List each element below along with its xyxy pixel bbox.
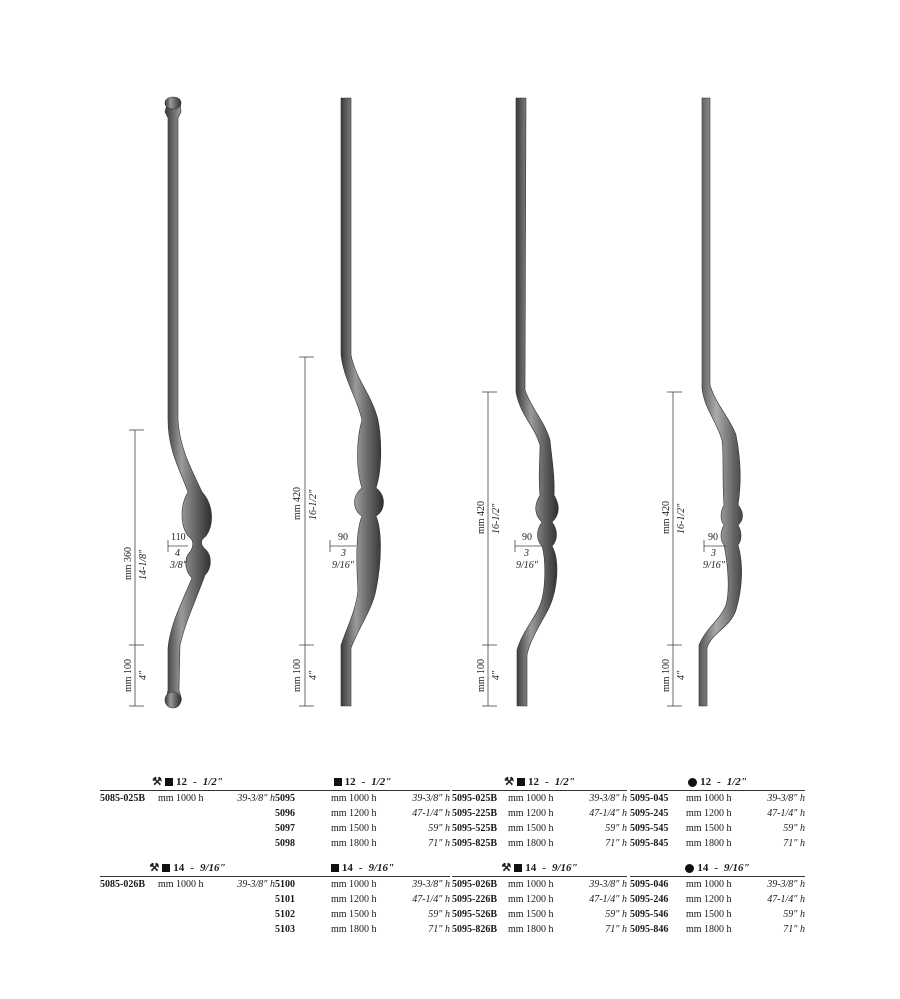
fig4-dim-top-mm: mm 420 <box>661 500 672 534</box>
product-code: 5085-025B <box>100 793 145 804</box>
product-code: 5102 <box>275 909 295 920</box>
height-mm: mm 1800 h <box>508 924 554 935</box>
section-size-mm: 14 <box>341 862 353 874</box>
fig2-dim-top-mm: mm 420 <box>292 486 303 520</box>
fig4-width-mm: 90 <box>708 532 718 543</box>
product-code: 5095-046 <box>630 879 669 890</box>
fig2-dim-bottom-inch: 4" <box>308 670 319 680</box>
catalog-row <box>452 907 627 922</box>
catalog-row <box>100 791 275 806</box>
height-mm: mm 1000 h <box>331 879 377 890</box>
catalog-group-header <box>630 774 805 791</box>
fig1-width-mm: 110 <box>171 532 186 543</box>
hammered-finish-icon: ⚒ <box>152 776 163 788</box>
section-size-mm: 14 <box>525 862 537 874</box>
product-code: 5095-846 <box>630 924 669 935</box>
product-code: 5095-526B <box>452 909 497 920</box>
catalog-column-3 <box>452 774 627 935</box>
product-code: 5095-045 <box>630 793 669 804</box>
catalog-column-4 <box>630 774 805 935</box>
catalog-group-header <box>452 860 627 877</box>
size-separator: - <box>193 776 197 788</box>
catalog-group-header <box>100 860 275 877</box>
product-code: 5095 <box>275 793 295 804</box>
square-section-icon <box>162 864 170 872</box>
height-inch: 47-1/4" h <box>767 808 805 819</box>
catalog-row <box>630 821 805 836</box>
section-size-inch: 9/16" <box>724 862 750 874</box>
height-mm: mm 1200 h <box>508 808 554 819</box>
catalog-group <box>275 860 450 937</box>
fig1-dim-bottom-inch: 4" <box>138 670 149 680</box>
height-mm: mm 1500 h <box>508 823 554 834</box>
fig4-width-in-a: 3 <box>711 548 716 559</box>
product-code: 5098 <box>275 838 295 849</box>
catalog-row <box>275 892 450 907</box>
section-size-inch: 1/2" <box>371 776 392 788</box>
product-code: 5095-245 <box>630 808 669 819</box>
hammered-finish-icon: ⚒ <box>149 862 160 874</box>
fig3-dim-bottom-inch: 4" <box>491 670 502 680</box>
height-mm: mm 1000 h <box>686 879 732 890</box>
height-mm: mm 1800 h <box>331 924 377 935</box>
product-code: 5095-246 <box>630 894 669 905</box>
height-inch: 47-1/4" h <box>412 894 450 905</box>
fig4-dim-bottom-mm: mm 100 <box>661 658 672 692</box>
section-size-inch: 9/16" <box>368 862 395 874</box>
fig1-width-in-a: 4 <box>175 548 180 559</box>
catalog-row <box>630 806 805 821</box>
size-separator: - <box>358 862 363 874</box>
fig3-width-mm: 90 <box>522 532 532 543</box>
square-section-icon <box>334 778 342 786</box>
height-inch: 39-3/8" h <box>237 793 275 804</box>
catalog-group-header <box>630 860 805 877</box>
section-size-inch: 1/2" <box>726 776 747 788</box>
catalog-row <box>452 877 627 892</box>
section-size-mm: 12 <box>176 776 188 788</box>
square-section-icon <box>517 778 525 786</box>
height-mm: mm 1200 h <box>331 808 377 819</box>
height-mm: mm 1500 h <box>331 823 377 834</box>
catalog-group-header <box>275 860 450 877</box>
product-code: 5103 <box>275 924 295 935</box>
height-mm: mm 1800 h <box>686 924 732 935</box>
size-separator: - <box>717 776 721 788</box>
catalog-row <box>275 877 450 892</box>
section-size-inch: 9/16" <box>551 862 578 874</box>
height-mm: mm 1000 h <box>331 793 377 804</box>
square-section-icon <box>165 778 173 786</box>
catalog-group <box>452 774 627 851</box>
height-mm: mm 1500 h <box>331 909 377 920</box>
catalog-column-1 <box>100 774 275 890</box>
catalog-row <box>452 806 627 821</box>
baluster-2-body <box>341 98 384 706</box>
catalog-row <box>100 877 275 892</box>
fig3-dim-top-mm: mm 420 <box>476 500 487 534</box>
height-inch: 47-1/4" h <box>767 894 805 905</box>
height-mm: mm 1000 h <box>158 793 204 804</box>
catalog-group <box>630 774 805 851</box>
height-inch: 39-3/8" h <box>237 879 275 890</box>
height-inch: 59" h <box>783 823 805 834</box>
fig4-width-in-b: 9/16" <box>703 560 725 571</box>
height-mm: mm 1200 h <box>686 808 732 819</box>
product-code: 5095-545 <box>630 823 669 834</box>
catalog-row <box>275 806 450 821</box>
height-inch: 39-3/8" h <box>412 879 450 890</box>
section-size-inch: 9/16" <box>199 862 226 874</box>
hammered-finish-icon: ⚒ <box>501 862 512 874</box>
fig4-dim-top-inch: 16-1/2" <box>676 503 687 534</box>
height-mm: mm 1500 h <box>686 823 732 834</box>
size-separator: - <box>542 862 546 874</box>
baluster-3-body <box>516 98 558 706</box>
product-code: 5095-026B <box>452 879 497 890</box>
round-section-icon <box>688 778 697 787</box>
height-inch: 71" h <box>783 924 805 935</box>
height-inch: 59" h <box>605 909 627 920</box>
product-code: 5096 <box>275 808 295 819</box>
fig4-dim-bottom-inch: 4" <box>676 670 687 680</box>
catalog-group <box>630 860 805 937</box>
square-section-icon <box>331 864 339 872</box>
catalog-group-header <box>100 774 275 791</box>
catalog-row <box>630 907 805 922</box>
catalog-row <box>452 791 627 806</box>
catalog-row <box>452 821 627 836</box>
fig1-width-in-b: 3/8" <box>170 560 187 571</box>
height-mm: mm 1200 h <box>508 894 554 905</box>
height-inch: 39-3/8" h <box>589 879 627 890</box>
height-inch: 71" h <box>605 924 627 935</box>
catalog-row <box>452 892 627 907</box>
catalog-row <box>275 821 450 836</box>
product-code: 5095-546 <box>630 909 669 920</box>
height-inch: 39-3/8" h <box>767 879 805 890</box>
size-separator: - <box>190 862 194 874</box>
catalog-row <box>452 836 627 851</box>
height-mm: mm 1500 h <box>686 909 732 920</box>
fig3-width-in-b: 9/16" <box>516 560 538 571</box>
baluster-figure-2 <box>292 98 384 706</box>
product-code: 5095-226B <box>452 894 497 905</box>
fig1-dim-top-mm: mm 360 <box>123 546 134 580</box>
height-mm: mm 1800 h <box>686 838 732 849</box>
height-inch: 39-3/8" h <box>412 793 450 804</box>
size-separator: - <box>714 862 718 874</box>
section-size-inch: 1/2" <box>202 776 223 788</box>
catalog-group <box>452 860 627 937</box>
catalog-row <box>630 877 805 892</box>
catalog-group <box>100 774 275 806</box>
height-mm: mm 1000 h <box>686 793 732 804</box>
height-inch: 47-1/4" h <box>589 808 627 819</box>
product-code: 5095-825B <box>452 838 497 849</box>
hammered-finish-icon: ⚒ <box>504 776 515 788</box>
height-inch: 39-3/8" h <box>767 793 805 804</box>
catalog-row <box>630 791 805 806</box>
section-size-mm: 12 <box>700 776 712 788</box>
product-code: 5095-826B <box>452 924 497 935</box>
section-size-mm: 14 <box>173 862 185 874</box>
fig3-dim-top-inch: 16-1/2" <box>491 503 502 534</box>
catalog-group <box>100 860 275 892</box>
height-mm: mm 1800 h <box>331 838 377 849</box>
catalog-row <box>275 836 450 851</box>
catalog-row <box>452 922 627 937</box>
height-inch: 71" h <box>605 838 627 849</box>
size-separator: - <box>545 776 549 788</box>
fig2-width-in-b: 9/16" <box>332 560 354 571</box>
fig2-width-in-a: 3 <box>341 548 346 559</box>
baluster-1-bottom-ball <box>165 692 181 708</box>
height-inch: 71" h <box>428 924 450 935</box>
catalog-group-header <box>275 774 450 791</box>
height-mm: mm 1200 h <box>331 894 377 905</box>
catalog-row <box>630 836 805 851</box>
fig2-dim-top-inch: 16-1/2" <box>308 489 319 520</box>
section-size-mm: 12 <box>344 776 356 788</box>
size-separator: - <box>361 776 366 788</box>
height-inch: 59" h <box>605 823 627 834</box>
product-code: 5095-845 <box>630 838 669 849</box>
baluster-figure-4 <box>661 98 743 706</box>
baluster-4-body <box>699 98 743 706</box>
round-section-icon <box>685 864 694 873</box>
height-mm: mm 1200 h <box>686 894 732 905</box>
catalog-row <box>630 922 805 937</box>
height-mm: mm 1500 h <box>508 909 554 920</box>
fig2-width-mm: 90 <box>338 532 348 543</box>
section-size-inch: 1/2" <box>554 776 575 788</box>
product-code: 5100 <box>275 879 295 890</box>
baluster-1-body <box>165 97 212 705</box>
product-code: 5095-225B <box>452 808 497 819</box>
height-inch: 59" h <box>428 909 450 920</box>
height-inch: 39-3/8" h <box>589 793 627 804</box>
catalog-row <box>275 922 450 937</box>
height-inch: 47-1/4" h <box>589 894 627 905</box>
product-code: 5095-025B <box>452 793 497 804</box>
baluster-1-top-ball <box>165 97 181 109</box>
fig3-dim-bottom-mm: mm 100 <box>476 658 487 692</box>
height-mm: mm 1800 h <box>508 838 554 849</box>
fig2-dim-bottom-mm: mm 100 <box>292 658 303 692</box>
fig1-dim-bottom-mm: mm 100 <box>123 658 134 692</box>
height-inch: 47-1/4" h <box>412 808 450 819</box>
height-inch: 59" h <box>783 909 805 920</box>
product-code: 5097 <box>275 823 295 834</box>
fig3-width-in-a: 3 <box>524 548 529 559</box>
square-section-icon <box>514 864 522 872</box>
catalog-row <box>275 791 450 806</box>
catalog-row <box>275 907 450 922</box>
product-code: 5095-525B <box>452 823 497 834</box>
product-code: 5101 <box>275 894 295 905</box>
height-inch: 59" h <box>428 823 450 834</box>
catalog-column-2 <box>275 774 450 935</box>
fig1-dim-top-inch: 14-1/8" <box>138 549 149 580</box>
section-size-mm: 12 <box>528 776 540 788</box>
height-mm: mm 1000 h <box>508 793 554 804</box>
height-mm: mm 1000 h <box>508 879 554 890</box>
height-mm: mm 1000 h <box>158 879 204 890</box>
baluster-figure-1 <box>123 97 212 708</box>
height-inch: 71" h <box>428 838 450 849</box>
section-size-mm: 14 <box>697 862 709 874</box>
catalog-group-header <box>452 774 627 791</box>
baluster-figure-3 <box>476 98 558 706</box>
catalog-row <box>630 892 805 907</box>
product-code: 5085-026B <box>100 879 145 890</box>
catalog-group <box>275 774 450 851</box>
height-inch: 71" h <box>783 838 805 849</box>
